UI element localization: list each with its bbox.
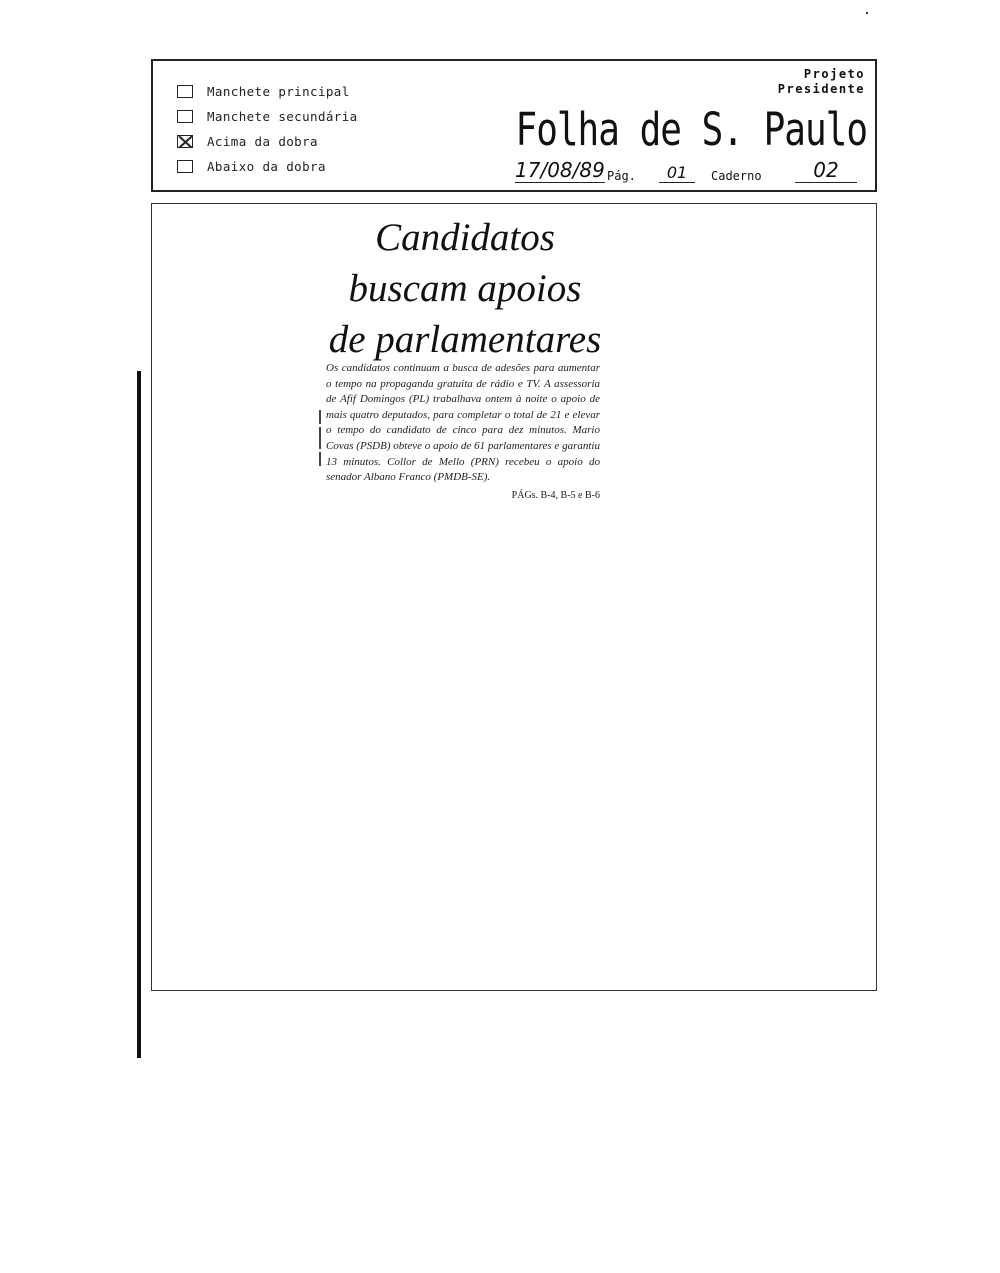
margin-mark <box>319 452 321 466</box>
clipping-header <box>151 59 877 192</box>
project-line-2: Presidente <box>777 82 865 96</box>
checklist-label: Manchete secundária <box>207 109 358 124</box>
checked-checkbox-icon[interactable] <box>177 135 193 148</box>
checklist-item-abaixo-da-dobra[interactable] <box>177 154 358 179</box>
headline-line: Candidatos <box>375 216 555 259</box>
checklist-label: Abaixo da dobra <box>207 159 326 174</box>
checklist-label: Acima da dobra <box>207 134 318 149</box>
headline-line: de parlamentares <box>328 318 602 361</box>
project-label <box>778 67 865 97</box>
checklist-item-acima-da-dobra[interactable] <box>177 129 358 154</box>
margin-mark <box>319 427 321 449</box>
article-body <box>326 361 600 503</box>
scan-edge-bar <box>137 371 141 1058</box>
headline-line: buscam apoios <box>348 267 582 310</box>
date-value: 17/08/89 <box>515 158 605 182</box>
scan-speck <box>866 12 868 14</box>
margin-mark <box>319 410 321 424</box>
page-value: 01 <box>659 163 695 183</box>
checklist-item-manchete-secundaria[interactable] <box>177 104 358 129</box>
checklist-item-manchete-principal[interactable] <box>177 79 358 104</box>
section-value: 02 <box>795 158 857 183</box>
checkbox-icon[interactable] <box>177 85 193 98</box>
pages-reference: PÁGs. B-4, B-5 e B-6 <box>511 489 600 501</box>
newspaper-name: Folha de S. Paulo <box>515 105 867 157</box>
checkbox-icon[interactable] <box>177 160 193 173</box>
article-text: Os candidatos continuam a busca de adesões para aumentar o tempo na propaganda gratuita de rádio e TV. A assessoria de Afif Domingos (PL) trabalhava ontem à noite o apoio de mais quatro deputados, para completar o total de 21 e elevar o tempo do candidato de cinco para dez minutos. Mario Covas (PSDB) obteve o apoio de 61 parlamentares e garantiu 13 minutos. Collor de Mello (PRN) recebeu o apoio do senador Albano Franco (PMDB-SE). <box>326 362 600 484</box>
placement-checklist <box>177 79 358 179</box>
article-headline <box>320 212 610 365</box>
checkbox-icon[interactable] <box>177 110 193 123</box>
checklist-label: Manchete principal <box>207 84 350 99</box>
section-label: Caderno <box>711 169 762 183</box>
clipping-meta <box>515 158 871 185</box>
page-label: Pág. <box>607 169 636 183</box>
project-line-1: Projeto <box>803 67 865 81</box>
